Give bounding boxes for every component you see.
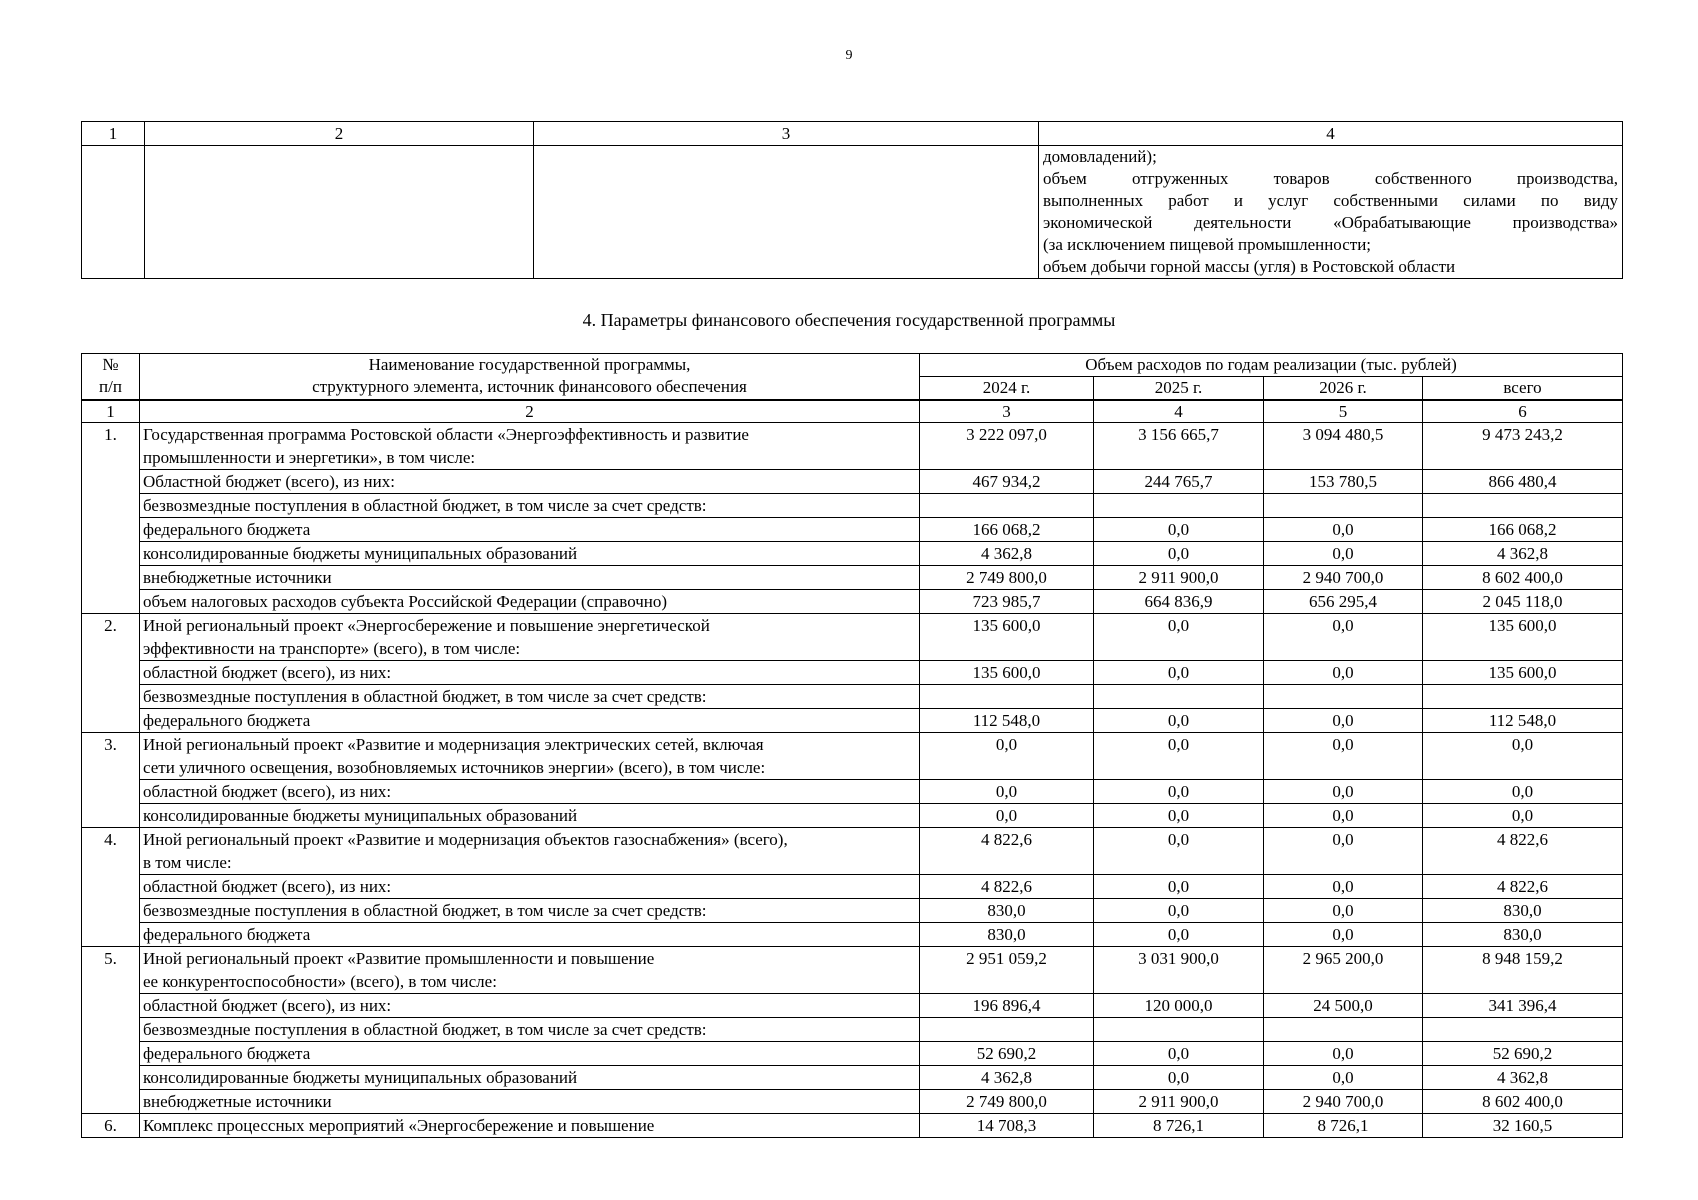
row-name-line: промышленности и энергетики», в том числе: <box>143 448 476 467</box>
table-row <box>82 1042 1623 1066</box>
row-name-cell <box>140 780 920 804</box>
table-row <box>82 804 1623 828</box>
row-name-line: федерального бюджета <box>143 1044 311 1063</box>
row-name-line: Иной региональный проект «Развитие и модернизация объектов газоснабжения» (всего), <box>143 830 788 849</box>
year-value-cell: 0,0 <box>1094 899 1264 923</box>
year-value-cell <box>1264 1018 1423 1042</box>
year-value-cell: 120 000,0 <box>1094 994 1264 1018</box>
row-name-line: федерального бюджета <box>143 711 311 730</box>
total-value-cell: 4 362,8 <box>1423 542 1623 566</box>
table-row <box>82 470 1623 494</box>
row-number-cell: 3. <box>82 733 140 828</box>
indicator-line: выполненных работ и услуг собственными силами по виду <box>1043 191 1618 210</box>
year-value-cell <box>1094 1018 1264 1042</box>
col-number: 5 <box>1264 400 1423 423</box>
row-name-cell <box>140 1066 920 1090</box>
year-value-cell: 8 726,1 <box>1264 1114 1423 1138</box>
year-value-cell: 112 548,0 <box>920 709 1094 733</box>
table-row <box>82 994 1623 1018</box>
year-value-cell: 0,0 <box>1094 1042 1264 1066</box>
year-value-cell: 0,0 <box>920 780 1094 804</box>
year-value-cell: 3 156 665,7 <box>1094 423 1264 470</box>
table-row <box>82 661 1623 685</box>
year-value-cell: 2 965 200,0 <box>1264 947 1423 994</box>
total-value-cell: 8 602 400,0 <box>1423 566 1623 590</box>
year-value-cell: 4 362,8 <box>920 1066 1094 1090</box>
row-name-line: безвозмездные поступления в областной бюджет, в том числе за счет средств: <box>143 1020 707 1039</box>
table-row <box>82 780 1623 804</box>
year-value-cell: 135 600,0 <box>920 614 1094 661</box>
year-value-cell: 0,0 <box>1264 709 1423 733</box>
year-value-cell: 0,0 <box>1264 1066 1423 1090</box>
row-name-line: Областной бюджет (всего), из них: <box>143 472 395 491</box>
page-number: 9 <box>845 48 853 63</box>
row-name-line: консолидированные бюджеты муниципальных образований <box>143 1068 578 1087</box>
row-name-line: Государственная программа Ростовской области «Энергоэффективность и развитие <box>143 425 749 444</box>
year-value-cell: 0,0 <box>1094 733 1264 780</box>
year-value-cell: 0,0 <box>1264 899 1423 923</box>
table-row <box>82 518 1623 542</box>
year-value-cell: 0,0 <box>1094 518 1264 542</box>
row-number-cell: 6. <box>82 1114 140 1138</box>
indicators-text-cell <box>1039 146 1623 279</box>
row-name-cell <box>140 1090 920 1114</box>
name-header: Наименование государственной программы, структурного элемента, источник финансового обеспечения <box>140 354 920 401</box>
row-name-line: безвозмездные поступления в областной бюджет, в том числе за счет средств: <box>143 496 707 515</box>
year-value-cell <box>920 1018 1094 1042</box>
year-value-cell: 4 822,6 <box>920 828 1094 875</box>
year-value-cell: 0,0 <box>1264 733 1423 780</box>
table-row <box>82 542 1623 566</box>
indicators-continuation-table <box>81 121 1623 279</box>
total-value-cell: 866 480,4 <box>1423 470 1623 494</box>
year-value-cell: 830,0 <box>920 899 1094 923</box>
year-value-cell: 0,0 <box>1264 804 1423 828</box>
year-value-cell: 0,0 <box>1264 1042 1423 1066</box>
row-name-cell <box>140 1114 920 1138</box>
year-value-cell: 0,0 <box>1094 542 1264 566</box>
row-name-line: областной бюджет (всего), из них: <box>143 996 392 1015</box>
year-value-cell: 2 911 900,0 <box>1094 566 1264 590</box>
indicator-line: объем добычи горной массы (угля) в Ростовской области <box>1043 257 1456 276</box>
row-name-cell <box>140 423 920 470</box>
year-value-cell <box>1094 494 1264 518</box>
year-value-cell: 2 749 800,0 <box>920 566 1094 590</box>
row-name-line: объем налоговых расходов субъекта Российской Федерации (справочно) <box>143 592 668 611</box>
financing-table <box>81 353 1623 1138</box>
total-value-cell: 8 948 159,2 <box>1423 947 1623 994</box>
top-cell-empty <box>145 146 534 279</box>
year-value-cell: 0,0 <box>1094 661 1264 685</box>
total-value-cell: 4 822,6 <box>1423 875 1623 899</box>
year-value-cell: 4 362,8 <box>920 542 1094 566</box>
row-number-cell: 1. <box>82 423 140 614</box>
total-value-cell: 4 362,8 <box>1423 1066 1623 1090</box>
year-value-cell: 4 822,6 <box>920 875 1094 899</box>
row-name-cell <box>140 614 920 661</box>
table-row <box>82 1018 1623 1042</box>
table-row <box>82 1066 1623 1090</box>
table-row <box>82 614 1623 661</box>
year-value-cell: 0,0 <box>1264 542 1423 566</box>
year-value-cell: 153 780,5 <box>1264 470 1423 494</box>
row-name-cell <box>140 923 920 947</box>
total-value-cell <box>1423 1018 1623 1042</box>
indicator-line: (за исключением пищевой промышленности; <box>1043 235 1372 254</box>
top-table-header-row <box>82 122 1623 146</box>
table-row <box>82 923 1623 947</box>
year-value-cell: 3 094 480,5 <box>1264 423 1423 470</box>
table-row <box>82 733 1623 780</box>
col-number: 4 <box>1094 400 1264 423</box>
table-row <box>82 828 1623 875</box>
year-header: 2025 г. <box>1094 377 1264 401</box>
year-value-cell: 0,0 <box>1094 828 1264 875</box>
col-number: 2 <box>140 400 920 423</box>
row-name-line: Иной региональный проект «Развитие промышленности и повышение <box>143 949 655 968</box>
year-value-cell: 3 222 097,0 <box>920 423 1094 470</box>
year-value-cell: 0,0 <box>1264 661 1423 685</box>
row-name-line: консолидированные бюджеты муниципальных образований <box>143 806 578 825</box>
year-value-cell: 244 765,7 <box>1094 470 1264 494</box>
row-name-line: эффективности на транспорте» (всего), в том числе: <box>143 639 521 658</box>
row-name-line: внебюджетные источники <box>143 1092 332 1111</box>
year-value-cell: 166 068,2 <box>920 518 1094 542</box>
financing-table-body <box>82 423 1623 1138</box>
year-value-cell: 8 726,1 <box>1094 1114 1264 1138</box>
section-title: 4. Параметры финансового обеспечения государственной программы <box>582 310 1116 330</box>
row-name-cell <box>140 661 920 685</box>
row-name-cell <box>140 518 920 542</box>
top-col-header: 4 <box>1039 122 1623 146</box>
row-name-cell <box>140 709 920 733</box>
row-number-cell: 5. <box>82 947 140 1114</box>
year-value-cell: 0,0 <box>1264 828 1423 875</box>
year-value-cell: 2 951 059,2 <box>920 947 1094 994</box>
row-name-cell <box>140 899 920 923</box>
row-name-cell <box>140 590 920 614</box>
row-name-cell <box>140 804 920 828</box>
year-value-cell: 0,0 <box>1264 875 1423 899</box>
year-value-cell: 0,0 <box>920 804 1094 828</box>
year-value-cell: 664 836,9 <box>1094 590 1264 614</box>
year-value-cell: 0,0 <box>1264 780 1423 804</box>
table-row <box>82 494 1623 518</box>
table-row <box>82 709 1623 733</box>
total-value-cell: 9 473 243,2 <box>1423 423 1623 470</box>
row-name-line: сети уличного освещения, возобновляемых источников энергии» (всего), в том числе: <box>143 758 766 777</box>
row-name-line: областной бюджет (всего), из них: <box>143 663 392 682</box>
total-header: всего <box>1423 377 1623 401</box>
year-value-cell <box>1264 494 1423 518</box>
total-value-cell: 2 045 118,0 <box>1423 590 1623 614</box>
row-name-cell <box>140 685 920 709</box>
table-row <box>82 423 1623 470</box>
year-value-cell: 723 985,7 <box>920 590 1094 614</box>
indicator-line: объем отгруженных товаров собственного производства, <box>1043 169 1618 188</box>
year-value-cell: 0,0 <box>1094 709 1264 733</box>
year-value-cell: 2 911 900,0 <box>1094 1090 1264 1114</box>
row-name-line: безвозмездные поступления в областной бюджет, в том числе за счет средств: <box>143 901 707 920</box>
row-name-cell <box>140 994 920 1018</box>
year-value-cell: 14 708,3 <box>920 1114 1094 1138</box>
col-number: 3 <box>920 400 1094 423</box>
year-value-cell: 135 600,0 <box>920 661 1094 685</box>
year-value-cell: 24 500,0 <box>1264 994 1423 1018</box>
year-header: 2024 г. <box>920 377 1094 401</box>
row-name-line: консолидированные бюджеты муниципальных образований <box>143 544 578 563</box>
volume-header: Объем расходов по годам реализации (тыс. рублей) <box>920 354 1623 377</box>
year-value-cell: 196 896,4 <box>920 994 1094 1018</box>
top-cell-empty <box>534 146 1039 279</box>
top-cell-empty <box>82 146 145 279</box>
total-value-cell: 0,0 <box>1423 804 1623 828</box>
year-value-cell: 2 940 700,0 <box>1264 1090 1423 1114</box>
total-value-cell: 4 822,6 <box>1423 828 1623 875</box>
col-number: 1 <box>82 400 140 423</box>
row-name-line: областной бюджет (всего), из них: <box>143 782 392 801</box>
total-value-cell: 166 068,2 <box>1423 518 1623 542</box>
total-value-cell: 0,0 <box>1423 780 1623 804</box>
year-value-cell: 0,0 <box>1264 614 1423 661</box>
table-row <box>82 875 1623 899</box>
year-value-cell <box>1094 685 1264 709</box>
year-value-cell: 0,0 <box>1094 780 1264 804</box>
indicator-line: экономической деятельности «Обрабатывающие производства» <box>1043 213 1618 232</box>
total-value-cell <box>1423 685 1623 709</box>
fin-header-row <box>82 354 1623 377</box>
row-name-line: Иной региональный проект «Развитие и модернизация электрических сетей, включая <box>143 735 764 754</box>
year-value-cell: 830,0 <box>920 923 1094 947</box>
year-value-cell: 2 749 800,0 <box>920 1090 1094 1114</box>
year-value-cell: 0,0 <box>1264 518 1423 542</box>
row-name-line: Комплекс процессных мероприятий «Энергосбережение и повышение <box>143 1116 655 1135</box>
year-value-cell: 0,0 <box>1094 923 1264 947</box>
year-value-cell: 0,0 <box>1264 923 1423 947</box>
row-name-cell <box>140 733 920 780</box>
year-header: 2026 г. <box>1264 377 1423 401</box>
total-value-cell: 135 600,0 <box>1423 614 1623 661</box>
row-name-cell <box>140 1042 920 1066</box>
table-row <box>82 1090 1623 1114</box>
row-number-cell: 2. <box>82 614 140 733</box>
num-header: № п/п <box>82 354 140 401</box>
row-name-cell <box>140 1018 920 1042</box>
row-name-line: областной бюджет (всего), из них: <box>143 877 392 896</box>
year-value-cell: 0,0 <box>1094 614 1264 661</box>
total-value-cell: 32 160,5 <box>1423 1114 1623 1138</box>
row-number-cell: 4. <box>82 828 140 947</box>
year-value-cell <box>1264 685 1423 709</box>
row-name-line: безвозмездные поступления в областной бюджет, в том числе за счет средств: <box>143 687 707 706</box>
year-value-cell <box>920 685 1094 709</box>
total-value-cell: 8 602 400,0 <box>1423 1090 1623 1114</box>
total-value-cell: 341 396,4 <box>1423 994 1623 1018</box>
table-row <box>82 947 1623 994</box>
column-numbers-row <box>82 400 1623 423</box>
total-value-cell: 830,0 <box>1423 923 1623 947</box>
year-value-cell <box>920 494 1094 518</box>
table-row <box>82 899 1623 923</box>
row-name-line: федерального бюджета <box>143 925 311 944</box>
total-value-cell: 112 548,0 <box>1423 709 1623 733</box>
total-value-cell: 830,0 <box>1423 899 1623 923</box>
year-value-cell: 467 934,2 <box>920 470 1094 494</box>
table-row <box>82 566 1623 590</box>
row-name-cell <box>140 542 920 566</box>
row-name-cell <box>140 470 920 494</box>
row-name-line: федерального бюджета <box>143 520 311 539</box>
table-row <box>82 590 1623 614</box>
top-col-header: 3 <box>534 122 1039 146</box>
year-value-cell: 656 295,4 <box>1264 590 1423 614</box>
row-name-line: Иной региональный проект «Энергосбережение и повышение энергетической <box>143 616 710 635</box>
total-value-cell: 52 690,2 <box>1423 1042 1623 1066</box>
top-table-body-row <box>82 146 1623 279</box>
top-col-header: 2 <box>145 122 534 146</box>
row-name-cell <box>140 494 920 518</box>
year-value-cell: 0,0 <box>920 733 1094 780</box>
year-value-cell: 0,0 <box>1094 804 1264 828</box>
year-value-cell: 2 940 700,0 <box>1264 566 1423 590</box>
year-value-cell: 0,0 <box>1094 1066 1264 1090</box>
total-value-cell: 0,0 <box>1423 733 1623 780</box>
year-value-cell: 3 031 900,0 <box>1094 947 1264 994</box>
row-name-cell <box>140 947 920 994</box>
table-row <box>82 1114 1623 1138</box>
top-col-header: 1 <box>82 122 145 146</box>
row-name-line: внебюджетные источники <box>143 568 332 587</box>
col-number: 6 <box>1423 400 1623 423</box>
total-value-cell <box>1423 494 1623 518</box>
row-name-cell <box>140 566 920 590</box>
row-name-line: ее конкурентоспособности» (всего), в том числе: <box>143 972 497 991</box>
row-name-cell <box>140 828 920 875</box>
year-value-cell: 0,0 <box>1094 875 1264 899</box>
total-value-cell: 135 600,0 <box>1423 661 1623 685</box>
row-name-cell <box>140 875 920 899</box>
table-row <box>82 685 1623 709</box>
row-name-line: в том числе: <box>143 853 232 872</box>
year-value-cell: 52 690,2 <box>920 1042 1094 1066</box>
indicator-line: домовладений); <box>1043 147 1157 166</box>
